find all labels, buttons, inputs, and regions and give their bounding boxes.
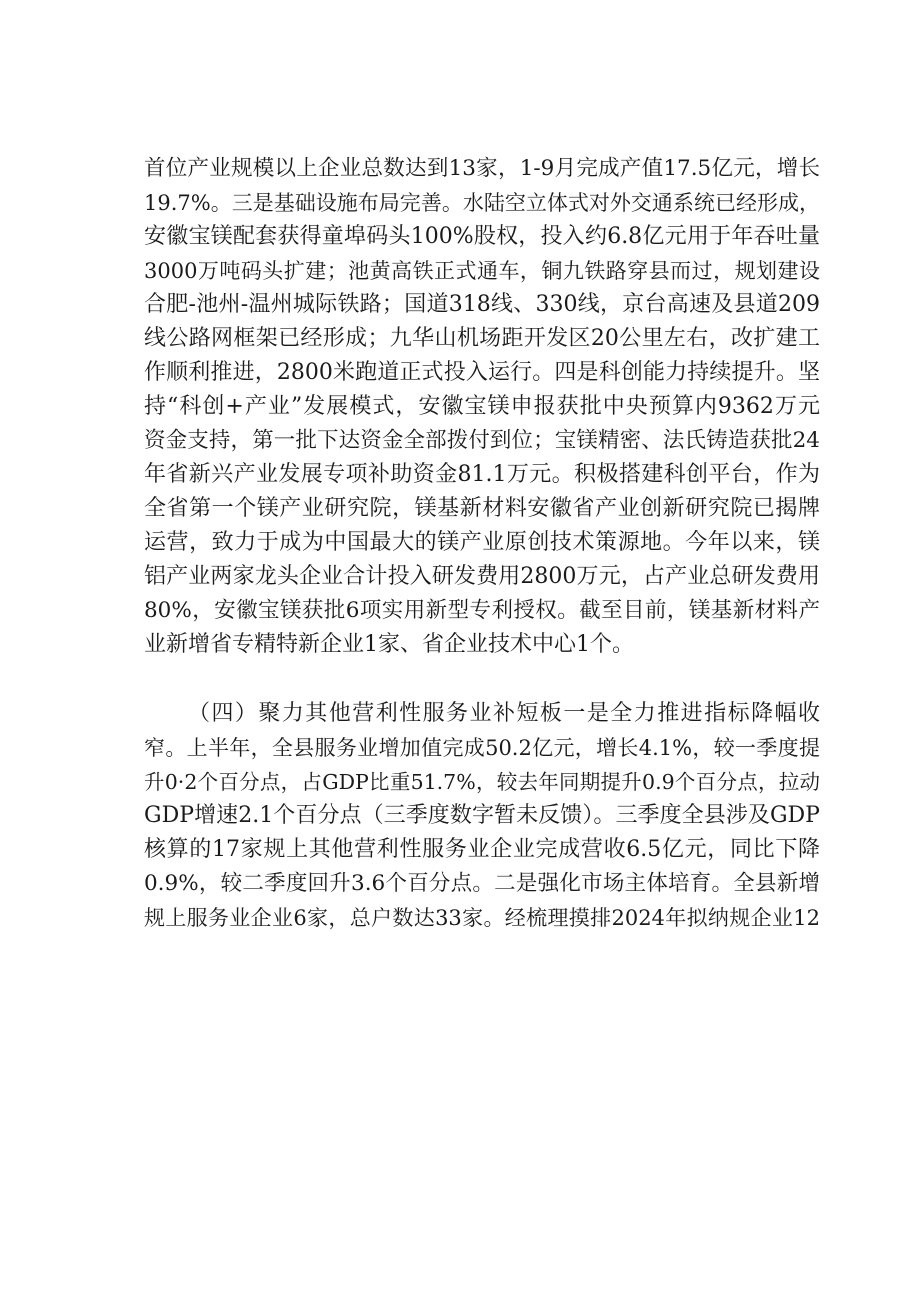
text-line: 安徽宝镁配套获得童埠码头100%股权，投入约6.8亿元用于年吞吐量 bbox=[144, 224, 820, 249]
text-line: 0.9%，较二季度回升3.6个百分点。二是强化市场主体培育。全县新增 bbox=[144, 871, 820, 896]
text-line: 线公路网框架已经形成；九华山机场距开发区20公里左右，改扩建工 bbox=[144, 326, 820, 351]
text-line: 运营，致力于成为中国最大的镁产业原创技术策源地。今年以来，镁 bbox=[144, 530, 820, 555]
paragraph-2 bbox=[144, 697, 820, 935]
text-line: 合肥-池州-温州城际铁路；国道318线、330线，京台高速及县道209 bbox=[144, 292, 820, 317]
text-line: 3000万吨码头扩建；池黄高铁正式通车，铜九铁路穿县而过，规划建设 bbox=[144, 259, 820, 283]
text-line: 作顺利推进，2800米跑道正式投入运行。四是科创能力持续提升。坚 bbox=[144, 360, 820, 385]
body-text bbox=[144, 152, 820, 935]
paragraph-spacer bbox=[144, 662, 820, 697]
text-line: 19.7%。三是基础设施布局完善。水陆空立体式对外交通系统已经形成， bbox=[144, 191, 820, 215]
paragraph-1 bbox=[144, 152, 820, 662]
text-line: （四）聚力其他营利性服务业补短板一是全力推进指标降幅收 bbox=[188, 701, 820, 726]
text-line: 铝产业两家龙头企业合计投入研发费用2800万元，占产业总研发费用 bbox=[144, 564, 820, 589]
text-line: 资金支持，第一批下达资金全部拨付到位；宝镁精密、法氏铸造获批24 bbox=[144, 428, 820, 453]
text-line: 首位产业规模以上企业总数达到13家，1-9月完成产值17.5亿元，增长 bbox=[144, 156, 820, 181]
text-line: 业新增省专精特新企业1家、省企业技术中心1个。 bbox=[144, 632, 634, 657]
text-line: 年省新兴产业发展专项补助资金81.1万元。积极搭建科创平台，作为 bbox=[144, 462, 820, 487]
text-line: 80%，安徽宝镁获批6项实用新型专利授权。截至目前，镁基新材料产 bbox=[144, 598, 820, 623]
text-line: 持“科创+产业”发展模式，安徽宝镁申报获批中央预算内9362万元 bbox=[144, 394, 820, 419]
text-line: 核算的17家规上其他营利性服务业企业完成营收6.5亿元，同比下降 bbox=[144, 837, 820, 862]
text-line: 全省第一个镁产业研究院，镁基新材料安徽省产业创新研究院已揭牌 bbox=[144, 496, 820, 521]
text-line: 规上服务业企业6家，总户数达33家。经梳理摸排2024年拟纳规企业12 bbox=[144, 906, 820, 930]
text-line: GDP增速2.1个百分点（三季度数字暂未反馈）。三季度全县涉及GDP bbox=[144, 803, 820, 828]
text-line: 升0·2个百分点，占GDP比重51.7%，较去年同期提升0.9个百分点，拉动 bbox=[144, 770, 820, 794]
text-line: 窄。上半年，全县服务业增加值完成50.2亿元，增长4.1%，较一季度提 bbox=[144, 736, 820, 760]
